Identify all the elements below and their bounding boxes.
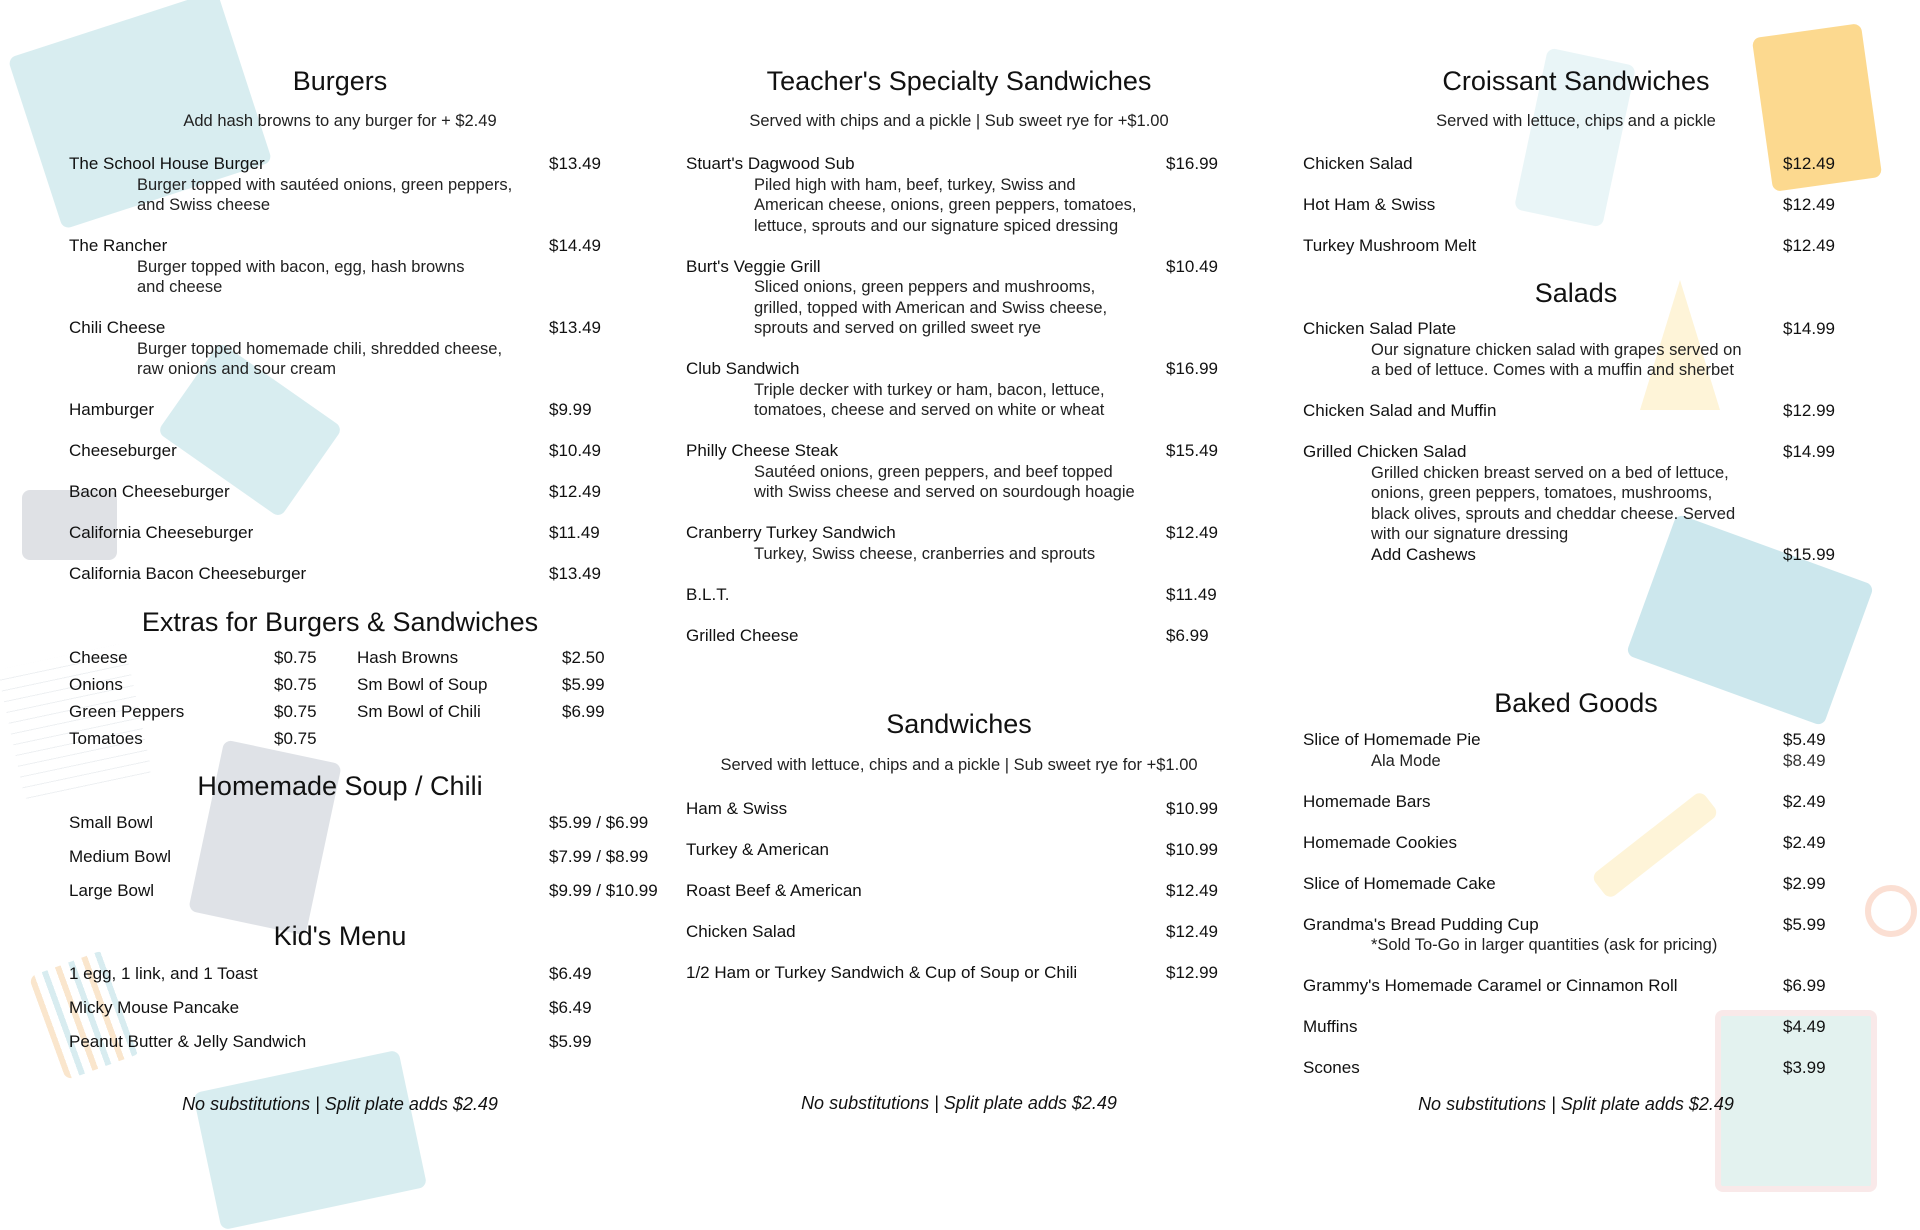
menu-item-list — [1303, 154, 1863, 277]
item-price: $5.49 — [1783, 730, 1826, 749]
item-name: Club Sandwich — [686, 359, 800, 378]
item-name: Chicken Salad — [1303, 154, 1413, 173]
item-name: 1/2 Ham or Turkey Sandwich & Cup of Soup or Chili — [686, 963, 1078, 982]
item-name: Chili Cheese — [69, 318, 166, 337]
item-description: American cheese, onions, green peppers, tomatoes, — [754, 196, 1137, 214]
item-description: Burger topped with sautéed onions, green peppers, — [137, 175, 513, 194]
item-description: Our signature chicken salad with grapes served on — [1371, 340, 1742, 359]
section-title: Extras for Burgers & Sandwiches — [141, 607, 539, 637]
menu-item — [69, 1032, 629, 1053]
menu-item — [686, 799, 1246, 820]
item-description: Sliced onions, green peppers and mushrooms, — [754, 278, 1096, 296]
menu-item — [69, 154, 629, 216]
item-description: a bed of lettuce. Comes with a muffin and sherbet — [1371, 361, 1734, 379]
item-name: Stuart's Dagwood Sub — [686, 154, 855, 173]
item-description: onions, green peppers, tomatoes, mushrooms, — [1371, 484, 1713, 502]
item-price: $9.99 / $10.99 — [549, 881, 658, 900]
item-price: $2.49 — [1783, 791, 1826, 811]
extra-item-name: Tomatoes — [69, 729, 143, 748]
item-name: Homemade Bars — [1303, 791, 1431, 811]
item-description: Piled high with ham, beef, turkey, Swiss and — [754, 175, 1076, 194]
item-price: $12.49 — [1783, 195, 1835, 214]
menu-item — [686, 523, 1246, 564]
menu-item — [686, 441, 1246, 503]
item-price: $10.99 — [1166, 840, 1218, 859]
item-price: $15.49 — [1166, 441, 1218, 460]
addon-price: $15.99 — [1783, 544, 1835, 564]
extra-item-price: $5.99 — [562, 675, 605, 694]
item-price: $14.99 — [1783, 319, 1835, 338]
menu-item — [686, 257, 1246, 339]
item-description: Burger topped with bacon, egg, hash browns — [137, 257, 465, 276]
item-price: $14.49 — [549, 236, 601, 255]
item-name: Cheeseburger — [69, 441, 177, 460]
menu-item — [69, 998, 629, 1019]
menu-item — [1303, 792, 1863, 813]
menu-item — [1303, 976, 1863, 997]
menu-item — [1303, 730, 1863, 771]
item-name: California Cheeseburger — [69, 523, 254, 542]
menu-item — [1303, 195, 1863, 216]
extra-item-price: $0.75 — [274, 729, 317, 748]
addon-price: $8.49 — [1783, 750, 1826, 770]
item-price: $12.49 — [1166, 922, 1218, 941]
extra-item-price: $2.50 — [562, 648, 605, 667]
item-description: Sautéed onions, green peppers, and beef topped — [754, 462, 1113, 481]
footer-note: No substitutions | Split plate adds $2.49 — [801, 1093, 1117, 1113]
item-price: $12.49 — [1783, 154, 1835, 173]
section-title: Teacher's Specialty Sandwiches — [766, 66, 1152, 96]
menu-item — [1303, 833, 1863, 854]
item-description: lettuce, sprouts and our signature spiced dressing — [754, 216, 1119, 235]
item-price: $12.49 — [1166, 523, 1218, 542]
menu-item — [1303, 319, 1863, 381]
item-price: $9.99 — [549, 400, 592, 419]
item-price: $13.49 — [549, 564, 601, 583]
section-title: Croissant Sandwiches — [1442, 66, 1710, 96]
item-price: $10.49 — [1166, 256, 1218, 276]
menu-item — [1303, 1017, 1863, 1038]
item-name: Turkey Mushroom Melt — [1303, 236, 1477, 255]
extra-item-price: $0.75 — [274, 702, 317, 721]
item-name: Philly Cheese Steak — [686, 441, 839, 460]
menu-item-list — [69, 154, 629, 605]
item-description: Burger topped homemade chili, shredded cheese, — [137, 339, 503, 358]
item-addon — [1303, 751, 1863, 772]
item-description: Turkey, Swiss cheese, cranberries and sprouts — [754, 544, 1096, 563]
item-name: Grilled Chicken Salad — [1303, 442, 1467, 461]
item-price: $3.99 — [1783, 1058, 1826, 1077]
item-description: black olives, sprouts and cheddar cheese. Served — [1371, 504, 1736, 523]
item-price: $12.99 — [1783, 401, 1835, 420]
item-name: Grandma's Bread Pudding Cup — [1303, 914, 1539, 934]
section-title: Kid's Menu — [273, 921, 407, 951]
extra-item-name: Sm Bowl of Soup — [357, 675, 488, 694]
section-title: Baked Goods — [1494, 688, 1658, 718]
menu-item — [69, 523, 629, 544]
menu-item — [69, 400, 629, 421]
item-description: and cheese — [137, 278, 223, 296]
item-name: Micky Mouse Pancake — [69, 998, 240, 1017]
menu-item — [69, 813, 649, 834]
book-bottom-illustration — [193, 1050, 428, 1230]
section-title: Salads — [1534, 278, 1618, 308]
menu-item-list — [1303, 319, 1863, 586]
item-name: Bacon Cheeseburger — [69, 482, 230, 501]
menu-item — [686, 585, 1246, 606]
extra-item-price: $6.99 — [562, 702, 605, 721]
item-name: California Bacon Cheeseburger — [69, 564, 307, 583]
item-price: $6.99 — [1166, 625, 1209, 645]
menu-item — [1303, 915, 1863, 956]
section-title: Burgers — [292, 66, 388, 96]
extra-item-name: Cheese — [69, 648, 128, 667]
item-name: Cranberry Turkey Sandwich — [686, 523, 896, 542]
section-title: Sandwiches — [886, 709, 1032, 739]
item-name: Slice of Homemade Pie — [1303, 730, 1481, 749]
menu-item — [1303, 154, 1863, 175]
extra-item-price: $0.75 — [274, 675, 317, 694]
item-name: Burt's Veggie Grill — [686, 256, 821, 276]
item-name: Muffins — [1303, 1017, 1358, 1036]
item-name: Homemade Cookies — [1303, 832, 1458, 852]
item-name: Chicken Salad and Muffin — [1303, 401, 1497, 420]
menu-item — [69, 847, 649, 868]
item-name: Large Bowl — [69, 881, 155, 900]
item-name: Scones — [1303, 1058, 1360, 1077]
item-name: Grilled Cheese — [686, 625, 799, 645]
item-price: $11.49 — [1166, 584, 1217, 604]
item-description: Triple decker with turkey or ham, bacon, lettuce, — [754, 380, 1105, 399]
item-addon — [1303, 545, 1863, 566]
item-name: The School House Burger — [69, 154, 265, 173]
item-price: $14.99 — [1783, 442, 1835, 461]
item-name: Hot Ham & Swiss — [1303, 195, 1436, 214]
item-price: $13.49 — [549, 154, 601, 173]
item-price: $11.49 — [549, 523, 600, 542]
menu-item — [69, 964, 629, 985]
item-price: $6.49 — [549, 998, 592, 1017]
item-description: *Sold To-Go in larger quantities (ask for pricing) — [1371, 936, 1718, 954]
menu-item — [1303, 442, 1863, 565]
menu-item — [686, 881, 1246, 902]
item-price: $5.99 — [549, 1032, 592, 1051]
menu-item — [686, 963, 1246, 984]
item-price: $16.99 — [1166, 154, 1218, 173]
item-name: The Rancher — [69, 236, 168, 255]
extras-grid — [69, 648, 622, 750]
menu-item — [686, 626, 1246, 647]
item-description: raw onions and sour cream — [137, 360, 337, 378]
item-name: B.L.T. — [686, 584, 730, 604]
menu-item — [686, 922, 1246, 943]
extra-item-name: Hash Browns — [357, 648, 459, 667]
menu-item — [69, 318, 629, 380]
extra-item-price: $0.75 — [274, 648, 317, 667]
extra-item-name: Onions — [69, 675, 123, 694]
item-description: with our signature dressing — [1371, 525, 1569, 543]
item-description: Grilled chicken breast served on a bed of lettuce, — [1371, 463, 1729, 482]
item-name: Medium Bowl — [69, 847, 172, 866]
section-subtitle: Served with lettuce, chips and a pickle | Sub sweet rye for +$1.00 — [720, 756, 1198, 774]
item-name: 1 egg, 1 link, and 1 Toast — [69, 964, 258, 983]
addon-name: Add Cashews — [1371, 544, 1476, 564]
menu-item-list — [686, 799, 1246, 1004]
item-description: tomatoes, cheese and served on white or wheat — [754, 401, 1105, 419]
menu-item — [69, 482, 629, 503]
menu-item — [69, 881, 658, 902]
item-description: sprouts and served on grilled sweet rye — [754, 319, 1042, 337]
menu-item — [686, 359, 1246, 421]
menu-item — [686, 154, 1246, 236]
item-price: $5.99 / $6.99 — [549, 813, 649, 832]
menu-item — [1303, 1058, 1863, 1079]
menu-item-list — [69, 964, 629, 1066]
item-name: Roast Beef & American — [686, 881, 862, 900]
item-description: and Swiss cheese — [137, 196, 270, 214]
item-price: $7.99 / $8.99 — [549, 847, 649, 866]
item-price: $5.99 — [1783, 914, 1826, 934]
section-subtitle: Served with lettuce, chips and a pickle — [1436, 112, 1716, 130]
menu-item-list — [1303, 730, 1863, 1099]
extra-item-name: Sm Bowl of Chili — [357, 702, 481, 721]
item-name: Peanut Butter & Jelly Sandwich — [69, 1032, 307, 1051]
menu-item — [1303, 401, 1863, 422]
item-name: Ham & Swiss — [686, 799, 788, 818]
item-price: $13.49 — [549, 318, 601, 337]
menu-item-list — [686, 154, 1246, 667]
item-price: $10.49 — [549, 441, 601, 460]
item-price: $6.49 — [549, 964, 592, 983]
item-price: $16.99 — [1166, 359, 1218, 378]
menu-item — [1303, 236, 1863, 257]
item-name: Chicken Salad Plate — [1303, 319, 1457, 338]
menu-item — [69, 441, 629, 462]
item-name: Slice of Homemade Cake — [1303, 873, 1496, 893]
section-subtitle: Served with chips and a pickle | Sub sweet rye for +$1.00 — [749, 112, 1169, 130]
item-name: Small Bowl — [69, 813, 154, 832]
item-price: $2.99 — [1783, 873, 1826, 893]
item-name: Turkey & American — [686, 840, 829, 859]
footer-note: No substitutions | Split plate adds $2.49 — [182, 1094, 498, 1114]
item-price: $10.99 — [1166, 799, 1218, 818]
menu-item — [69, 236, 629, 298]
scissors-illustration — [1865, 885, 1917, 937]
item-description: with Swiss cheese and served on sourdough hoagie — [754, 483, 1135, 501]
menu-item — [1303, 874, 1863, 895]
item-price: $4.49 — [1783, 1017, 1826, 1036]
footer-note: No substitutions | Split plate adds $2.49 — [1418, 1094, 1734, 1114]
addon-name: Ala Mode — [1371, 751, 1441, 770]
item-name: Chicken Salad — [686, 922, 796, 941]
item-price: $12.49 — [1166, 881, 1218, 900]
section-subtitle: Add hash browns to any burger for + $2.49 — [183, 112, 497, 130]
menu-item — [686, 840, 1246, 861]
menu-item-list — [69, 813, 658, 915]
menu-item — [69, 564, 629, 585]
item-name: Grammy's Homemade Caramel or Cinnamon Roll — [1303, 976, 1678, 995]
item-price: $12.99 — [1166, 963, 1218, 982]
item-description: grilled, topped with American and Swiss cheese, — [754, 298, 1108, 317]
section-title: Homemade Soup / Chili — [197, 771, 483, 801]
item-price: $12.49 — [549, 482, 601, 501]
extra-item-name: Green Peppers — [69, 702, 185, 721]
item-price: $2.49 — [1783, 832, 1826, 852]
item-price: $12.49 — [1783, 236, 1835, 255]
item-price: $6.99 — [1783, 976, 1826, 995]
item-name: Hamburger — [69, 400, 155, 419]
